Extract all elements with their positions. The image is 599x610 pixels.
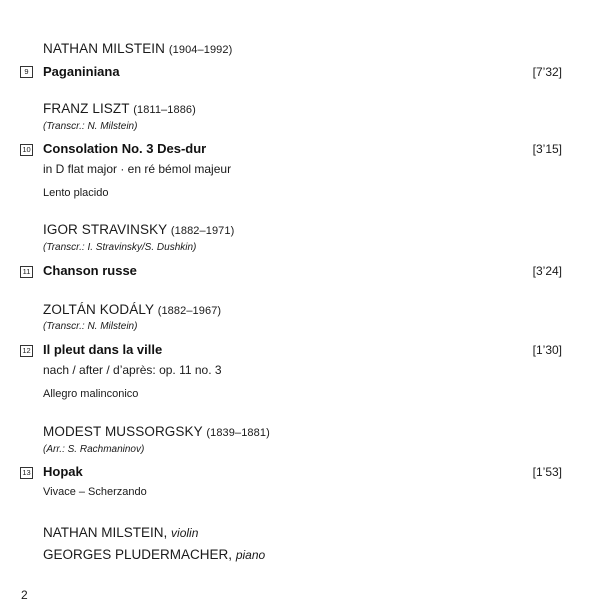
page-number: 2 bbox=[21, 588, 28, 602]
track-title: Chanson russe bbox=[43, 263, 137, 278]
tempo-marking: Allegro malinconico bbox=[43, 388, 139, 400]
performer-name: GEORGES PLUDERMACHER, bbox=[43, 547, 233, 562]
tempo-marking: Lento placido bbox=[43, 187, 109, 199]
track-opus-line: nach / after / d’après: op. 11 no. 3 bbox=[43, 363, 222, 377]
track-duration: [1’30] bbox=[532, 343, 562, 357]
composer-heading bbox=[43, 101, 196, 116]
tempo-marking: Vivace – Scherzando bbox=[43, 486, 147, 498]
performer-credit bbox=[43, 547, 265, 562]
composer-name: MODEST MUSSORGSKY bbox=[43, 424, 203, 439]
performer-credit bbox=[43, 525, 198, 540]
track-number-badge: 11 bbox=[20, 266, 33, 278]
composer-heading bbox=[43, 41, 232, 56]
track-title: Il pleut dans la ville bbox=[43, 342, 163, 357]
track-number-badge: 10 bbox=[20, 144, 33, 156]
composer-dates: (1839–1881) bbox=[206, 427, 270, 439]
track-title: Hopak bbox=[43, 464, 83, 479]
composer-heading bbox=[43, 424, 270, 439]
composer-dates: (1882–1967) bbox=[157, 305, 222, 317]
composer-dates: (1811–1886) bbox=[133, 104, 196, 116]
track-number-badge: 9 bbox=[20, 66, 33, 78]
performer-role: piano bbox=[235, 548, 266, 562]
track-duration: [3’15] bbox=[532, 142, 562, 156]
composer-dates: (1882–1971) bbox=[170, 225, 235, 237]
composer-name: IGOR STRAVINSKY bbox=[43, 222, 168, 237]
performer-name: NATHAN MILSTEIN, bbox=[43, 525, 168, 540]
track-title: Paganiniana bbox=[43, 64, 120, 79]
track-number-badge: 13 bbox=[20, 467, 33, 479]
transcription-credit: (Arr.: S. Rachmaninov) bbox=[43, 444, 145, 455]
composer-name: ZOLTÁN KODÁLY bbox=[43, 302, 154, 317]
track-title: Consolation No. 3 Des-dur bbox=[43, 141, 207, 156]
composer-heading bbox=[43, 302, 221, 317]
composer-heading bbox=[43, 222, 234, 237]
track-duration: [3’24] bbox=[532, 264, 562, 278]
track-duration: [7’32] bbox=[532, 65, 562, 79]
composer-name: FRANZ LISZT bbox=[43, 101, 130, 116]
track-duration: [1’53] bbox=[532, 465, 562, 479]
track-key-line: in D flat major · en ré bémol majeur bbox=[43, 162, 232, 176]
transcription-credit: (Transcr.: N. Milstein) bbox=[43, 321, 138, 332]
transcription-credit: (Transcr.: N. Milstein) bbox=[43, 121, 138, 132]
composer-name: NATHAN MILSTEIN bbox=[43, 41, 166, 56]
track-number-badge: 12 bbox=[20, 345, 33, 357]
transcription-credit: (Transcr.: I. Stravinsky/S. Dushkin) bbox=[43, 242, 197, 253]
composer-dates: (1904–1992) bbox=[168, 44, 233, 56]
performer-role: violin bbox=[171, 526, 199, 540]
